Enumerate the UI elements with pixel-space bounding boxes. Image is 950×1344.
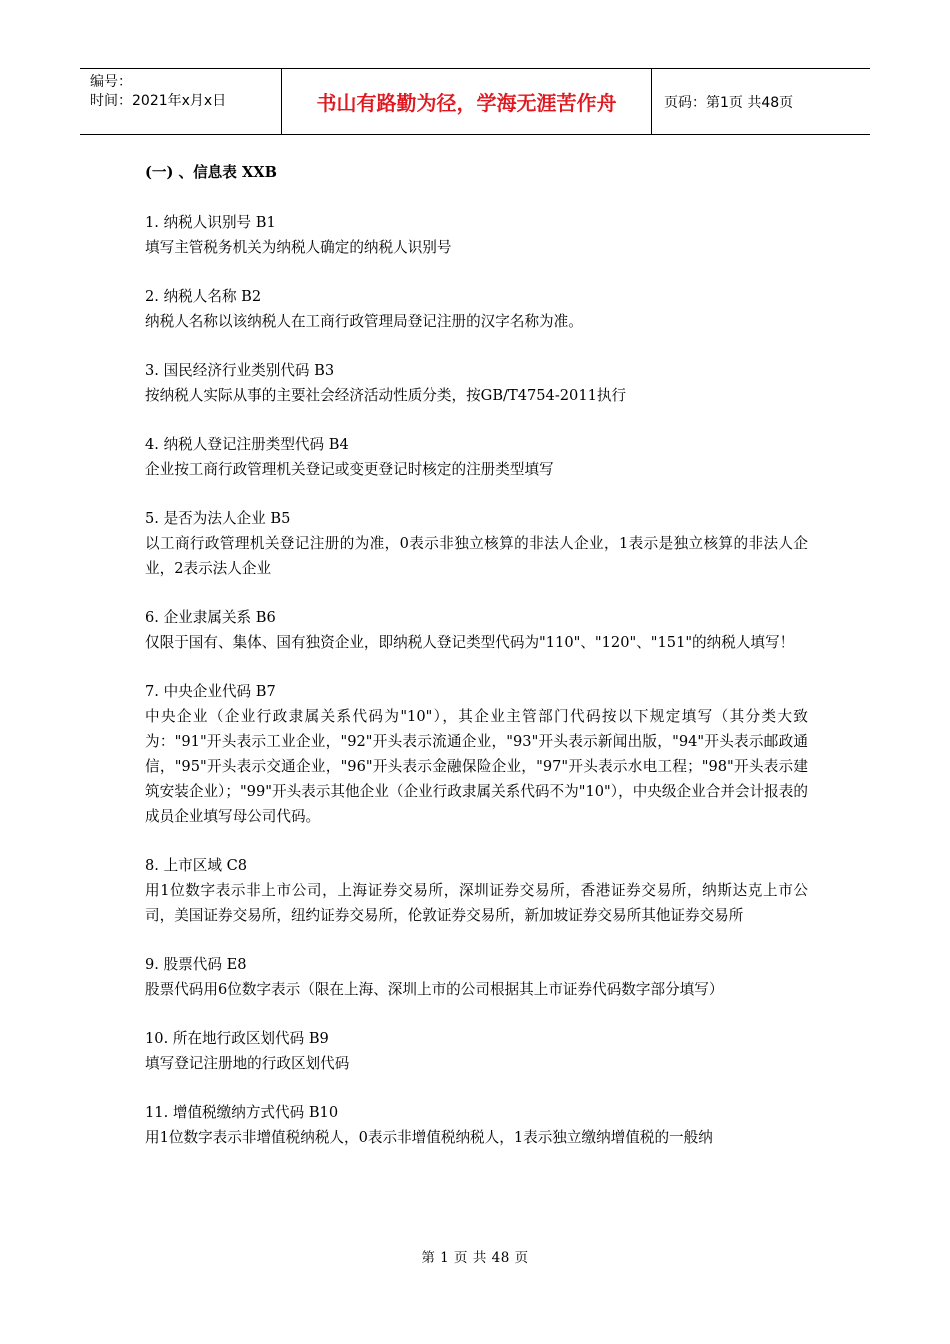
header-motto: 书山有路勤为径，学海无涯苦作舟 — [282, 69, 652, 134]
item-title: 5. 是否为法人企业 B5 — [145, 510, 291, 527]
list-item — [145, 605, 808, 655]
item-description: 以工商行政管理机关登记注册的为准，0表示非独立核算的非法人企业，1表示是独立核算的非法人企业，2表示法人企业 — [145, 535, 808, 577]
list-item — [145, 952, 808, 1002]
header-number-label: 编号： — [90, 74, 132, 90]
header-page-info: 页码：第1页 共48页 — [664, 94, 794, 111]
item-description: 填写登记注册地的行政区划代码 — [145, 1055, 350, 1072]
list-item — [145, 432, 808, 482]
item-title: 3. 国民经济行业类别代码 B3 — [145, 362, 335, 379]
header-meta — [80, 69, 282, 134]
item-title: 7. 中央企业代码 B7 — [145, 683, 276, 700]
item-title: 10. 所在地行政区划代码 B9 — [145, 1030, 329, 1047]
item-description: 填写主管税务机关为纳税人确定的纳税人识别号 — [145, 239, 452, 256]
list-item — [145, 679, 808, 829]
item-description: 用1位数字表示非上市公司，上海证券交易所，深圳证券交易所，香港证券交易所，纳斯达克上市公司，美国证券交易所，纽约证券交易所，伦敦证券交易所，新加坡证券交易所其他证券交易所 — [145, 882, 808, 924]
section-title: (一) 、信息表 XXB — [145, 164, 277, 181]
item-description: 中央企业（企业行政隶属关系代码为"10"），其企业主管部门代码按以下规定填写（其分类大致为："91"开头表示工业企业，"92"开头表示流通企业，"93"开头表示新闻出版，"94"开头表示邮政通信，"95"开头表示交通企业，"96"开头表示金融保险企业，"97"开头表示水电工程；"98"开头表示建筑安装企业）；"99"开头表示其他企业（企业行政隶属关系代码不为"10"），中央级企业合并会计报表的成员企业填写母公司代码。 — [145, 708, 808, 825]
list-item — [145, 210, 808, 260]
list-item — [145, 284, 808, 334]
list-item — [145, 853, 808, 928]
item-title: 4. 纳税人登记注册类型代码 B4 — [145, 436, 349, 453]
list-item — [145, 506, 808, 581]
list-item — [145, 1026, 808, 1076]
item-title: 8. 上市区域 C8 — [145, 857, 248, 874]
list-item — [145, 358, 808, 408]
item-description: 按纳税人实际从事的主要社会经济活动性质分类，按GB/T4754-2011执行 — [145, 387, 627, 404]
item-description: 用1位数字表示非增值税纳税人，0表示非增值税纳税人，1表示独立缴纳增值税的一般纳 — [145, 1129, 713, 1146]
item-title: 6. 企业隶属关系 B6 — [145, 609, 276, 626]
item-title: 2. 纳税人名称 B2 — [145, 288, 262, 305]
item-description: 纳税人名称以该纳税人在工商行政管理局登记注册的汉字名称为准。 — [145, 313, 583, 330]
list-item — [145, 1100, 808, 1150]
page-footer: 第 1 页 共 48 页 — [421, 1250, 529, 1266]
page-header — [80, 68, 870, 135]
item-title: 1. 纳税人识别号 B1 — [145, 214, 276, 231]
item-description: 仅限于国有、集体、国有独资企业，即纳税人登记类型代码为"110"、"120"、"151"的纳税人填写！ — [145, 634, 795, 651]
item-title: 9. 股票代码 E8 — [145, 956, 247, 973]
document-body — [145, 160, 808, 1174]
header-date-label: 时间：2021年x月x日 — [90, 93, 227, 109]
item-title: 11. 增值税缴纳方式代码 B10 — [145, 1104, 339, 1121]
item-description: 企业按工商行政管理机关登记或变更登记时核定的注册类型填写 — [145, 461, 554, 478]
item-description: 股票代码用6位数字表示（限在上海、深圳上市的公司根据其上市证券代码数字部分填写） — [145, 981, 724, 998]
